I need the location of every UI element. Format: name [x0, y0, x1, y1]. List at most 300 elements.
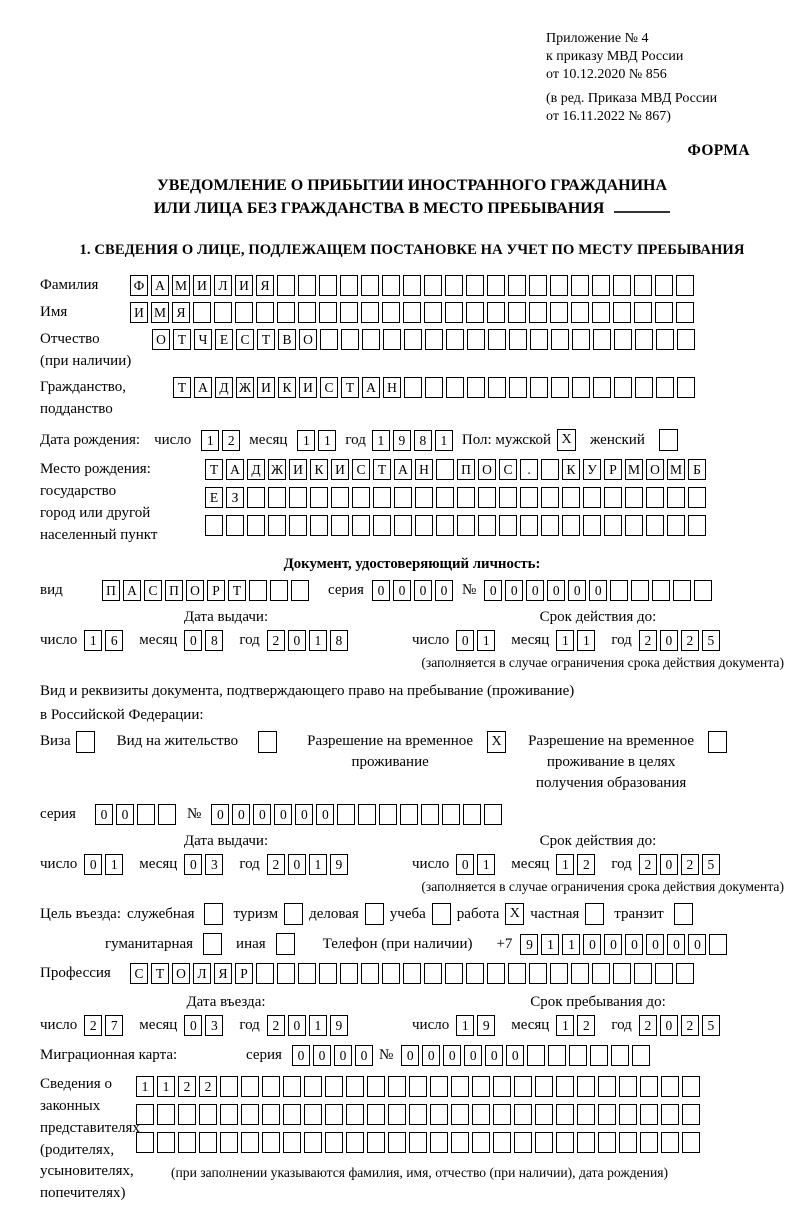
- char-cell[interactable]: [361, 275, 379, 296]
- char-cell[interactable]: П: [165, 580, 183, 601]
- identity-valid-day-cells[interactable]: [456, 630, 498, 651]
- char-cell[interactable]: И: [193, 275, 211, 296]
- char-cell[interactable]: 0: [184, 1015, 202, 1036]
- char-cell[interactable]: 0: [288, 854, 306, 875]
- char-cell[interactable]: 1: [136, 1076, 154, 1097]
- char-cell[interactable]: [199, 1104, 217, 1125]
- char-cell[interactable]: [541, 487, 559, 508]
- char-cell[interactable]: [487, 302, 505, 323]
- char-cell[interactable]: И: [289, 459, 307, 480]
- char-cell[interactable]: 0: [313, 1045, 331, 1066]
- char-cell[interactable]: [682, 1076, 700, 1097]
- char-cell[interactable]: [632, 1045, 650, 1066]
- char-cell[interactable]: [551, 329, 569, 350]
- stay-until-month-cells[interactable]: [556, 1015, 598, 1036]
- identity-issue-year-cells[interactable]: [267, 630, 351, 651]
- char-cell[interactable]: Я: [214, 963, 232, 984]
- char-cell[interactable]: 2: [681, 1015, 699, 1036]
- char-cell[interactable]: 9: [330, 854, 348, 875]
- char-cell[interactable]: [157, 1132, 175, 1153]
- surname-cells[interactable]: [130, 275, 697, 296]
- char-cell[interactable]: 8: [414, 430, 432, 451]
- char-cell[interactable]: 3: [205, 854, 223, 875]
- char-cell[interactable]: [661, 1104, 679, 1125]
- char-cell[interactable]: [298, 963, 316, 984]
- char-cell[interactable]: 0: [443, 1045, 461, 1066]
- char-cell[interactable]: [625, 515, 643, 536]
- profession-cells[interactable]: [130, 963, 697, 984]
- temp-residence-education-checkbox[interactable]: [708, 731, 727, 753]
- char-cell[interactable]: 0: [464, 1045, 482, 1066]
- char-cell[interactable]: [277, 963, 295, 984]
- char-cell[interactable]: [262, 1132, 280, 1153]
- char-cell[interactable]: [436, 487, 454, 508]
- char-cell[interactable]: 2: [267, 854, 285, 875]
- char-cell[interactable]: А: [151, 275, 169, 296]
- char-cell[interactable]: [640, 1132, 658, 1153]
- char-cell[interactable]: [367, 1076, 385, 1097]
- char-cell[interactable]: [283, 1132, 301, 1153]
- char-cell[interactable]: .: [520, 459, 538, 480]
- char-cell[interactable]: [310, 487, 328, 508]
- char-cell[interactable]: [655, 302, 673, 323]
- char-cell[interactable]: [676, 275, 694, 296]
- char-cell[interactable]: [499, 515, 517, 536]
- char-cell[interactable]: [320, 329, 338, 350]
- char-cell[interactable]: [535, 1104, 553, 1125]
- char-cell[interactable]: Т: [173, 329, 191, 350]
- char-cell[interactable]: [661, 1076, 679, 1097]
- char-cell[interactable]: [625, 487, 643, 508]
- migration-number-cells[interactable]: [401, 1045, 653, 1066]
- char-cell[interactable]: [298, 275, 316, 296]
- char-cell[interactable]: 0: [393, 580, 411, 601]
- char-cell[interactable]: О: [152, 329, 170, 350]
- char-cell[interactable]: М: [172, 275, 190, 296]
- char-cell[interactable]: [676, 302, 694, 323]
- char-cell[interactable]: [619, 1104, 637, 1125]
- char-cell[interactable]: [611, 1045, 629, 1066]
- char-cell[interactable]: [487, 275, 505, 296]
- char-cell[interactable]: 1: [318, 430, 336, 451]
- char-cell[interactable]: [319, 963, 337, 984]
- purpose-study-checkbox[interactable]: [432, 903, 451, 925]
- char-cell[interactable]: [445, 302, 463, 323]
- char-cell[interactable]: [635, 329, 653, 350]
- char-cell[interactable]: М: [625, 459, 643, 480]
- char-cell[interactable]: 0: [232, 804, 250, 825]
- char-cell[interactable]: [289, 487, 307, 508]
- char-cell[interactable]: [340, 963, 358, 984]
- char-cell[interactable]: [604, 515, 622, 536]
- char-cell[interactable]: [451, 1132, 469, 1153]
- char-cell[interactable]: [652, 580, 670, 601]
- char-cell[interactable]: 1: [105, 854, 123, 875]
- char-cell[interactable]: [361, 302, 379, 323]
- char-cell[interactable]: [157, 1104, 175, 1125]
- char-cell[interactable]: [409, 1104, 427, 1125]
- char-cell[interactable]: [247, 487, 265, 508]
- purpose-transit-checkbox[interactable]: [674, 903, 693, 925]
- char-cell[interactable]: [310, 515, 328, 536]
- char-cell[interactable]: 5: [702, 854, 720, 875]
- char-cell[interactable]: [394, 515, 412, 536]
- char-cell[interactable]: 9: [330, 1015, 348, 1036]
- char-cell[interactable]: [268, 487, 286, 508]
- char-cell[interactable]: 0: [116, 804, 134, 825]
- char-cell[interactable]: [358, 804, 376, 825]
- char-cell[interactable]: 1: [541, 934, 559, 955]
- char-cell[interactable]: [352, 515, 370, 536]
- char-cell[interactable]: [425, 329, 443, 350]
- char-cell[interactable]: А: [123, 580, 141, 601]
- char-cell[interactable]: 0: [274, 804, 292, 825]
- char-cell[interactable]: 0: [422, 1045, 440, 1066]
- char-cell[interactable]: 0: [295, 804, 313, 825]
- char-cell[interactable]: 2: [267, 630, 285, 651]
- char-cell[interactable]: [577, 1076, 595, 1097]
- char-cell[interactable]: 1: [477, 854, 495, 875]
- char-cell[interactable]: [442, 804, 460, 825]
- char-cell[interactable]: 9: [393, 430, 411, 451]
- residence-permit-checkbox[interactable]: [258, 731, 277, 753]
- char-cell[interactable]: 0: [646, 934, 664, 955]
- temp-residence-checkbox[interactable]: X: [487, 731, 506, 753]
- char-cell[interactable]: [430, 1132, 448, 1153]
- char-cell[interactable]: И: [331, 459, 349, 480]
- char-cell[interactable]: [571, 275, 589, 296]
- char-cell[interactable]: [430, 1076, 448, 1097]
- char-cell[interactable]: [451, 1076, 469, 1097]
- char-cell[interactable]: 9: [477, 1015, 495, 1036]
- migration-series-cells[interactable]: [292, 1045, 376, 1066]
- purpose-other-checkbox[interactable]: [276, 933, 295, 955]
- char-cell[interactable]: [457, 487, 475, 508]
- char-cell[interactable]: [676, 963, 694, 984]
- char-cell[interactable]: [331, 515, 349, 536]
- char-cell[interactable]: 6: [105, 630, 123, 651]
- char-cell[interactable]: [541, 515, 559, 536]
- char-cell[interactable]: [569, 1045, 587, 1066]
- char-cell[interactable]: 2: [222, 430, 240, 451]
- char-cell[interactable]: П: [102, 580, 120, 601]
- char-cell[interactable]: [508, 302, 526, 323]
- char-cell[interactable]: [382, 275, 400, 296]
- char-cell[interactable]: [634, 302, 652, 323]
- char-cell[interactable]: Т: [151, 963, 169, 984]
- char-cell[interactable]: М: [667, 459, 685, 480]
- char-cell[interactable]: [404, 377, 422, 398]
- birth-month-cells[interactable]: [297, 430, 339, 451]
- char-cell[interactable]: [548, 1045, 566, 1066]
- char-cell[interactable]: [304, 1076, 322, 1097]
- char-cell[interactable]: 1: [201, 430, 219, 451]
- char-cell[interactable]: О: [172, 963, 190, 984]
- stay-doc-valid-day-cells[interactable]: [456, 854, 498, 875]
- char-cell[interactable]: [688, 487, 706, 508]
- char-cell[interactable]: [373, 487, 391, 508]
- char-cell[interactable]: [527, 1045, 545, 1066]
- char-cell[interactable]: [646, 515, 664, 536]
- char-cell[interactable]: [677, 329, 695, 350]
- char-cell[interactable]: [614, 377, 632, 398]
- char-cell[interactable]: 2: [267, 1015, 285, 1036]
- char-cell[interactable]: [631, 580, 649, 601]
- char-cell[interactable]: 0: [505, 580, 523, 601]
- char-cell[interactable]: [346, 1076, 364, 1097]
- char-cell[interactable]: Я: [172, 302, 190, 323]
- identity-valid-month-cells[interactable]: [556, 630, 598, 651]
- char-cell[interactable]: П: [457, 459, 475, 480]
- char-cell[interactable]: [577, 1104, 595, 1125]
- char-cell[interactable]: [562, 515, 580, 536]
- char-cell[interactable]: [367, 1132, 385, 1153]
- purpose-humanitarian-checkbox[interactable]: [203, 933, 222, 955]
- char-cell[interactable]: 0: [506, 1045, 524, 1066]
- char-cell[interactable]: [421, 804, 439, 825]
- char-cell[interactable]: [613, 302, 631, 323]
- char-cell[interactable]: Т: [373, 459, 391, 480]
- char-cell[interactable]: [388, 1132, 406, 1153]
- char-cell[interactable]: 0: [184, 854, 202, 875]
- stay-doc-issue-month-cells[interactable]: [184, 854, 226, 875]
- stay-doc-issue-year-cells[interactable]: [267, 854, 351, 875]
- char-cell[interactable]: [361, 963, 379, 984]
- char-cell[interactable]: [640, 1104, 658, 1125]
- char-cell[interactable]: [214, 302, 232, 323]
- female-checkbox[interactable]: [659, 429, 678, 451]
- char-cell[interactable]: О: [186, 580, 204, 601]
- char-cell[interactable]: [509, 377, 527, 398]
- birth-place-cells-row2[interactable]: [205, 487, 709, 508]
- char-cell[interactable]: 1: [477, 630, 495, 651]
- char-cell[interactable]: З: [226, 487, 244, 508]
- char-cell[interactable]: [572, 377, 590, 398]
- char-cell[interactable]: [304, 1104, 322, 1125]
- char-cell[interactable]: [466, 963, 484, 984]
- char-cell[interactable]: [614, 329, 632, 350]
- char-cell[interactable]: [488, 329, 506, 350]
- stay-doc-valid-month-cells[interactable]: [556, 854, 598, 875]
- char-cell[interactable]: [583, 515, 601, 536]
- char-cell[interactable]: [592, 275, 610, 296]
- char-cell[interactable]: [466, 302, 484, 323]
- char-cell[interactable]: [373, 515, 391, 536]
- char-cell[interactable]: [277, 302, 295, 323]
- char-cell[interactable]: 8: [330, 630, 348, 651]
- char-cell[interactable]: [362, 329, 380, 350]
- char-cell[interactable]: [289, 515, 307, 536]
- char-cell[interactable]: [592, 302, 610, 323]
- char-cell[interactable]: [550, 302, 568, 323]
- char-cell[interactable]: Н: [415, 459, 433, 480]
- char-cell[interactable]: [226, 515, 244, 536]
- char-cell[interactable]: [541, 459, 559, 480]
- char-cell[interactable]: 2: [639, 630, 657, 651]
- char-cell[interactable]: [235, 302, 253, 323]
- birth-year-cells[interactable]: [372, 430, 456, 451]
- char-cell[interactable]: [667, 487, 685, 508]
- char-cell[interactable]: [352, 487, 370, 508]
- char-cell[interactable]: И: [299, 377, 317, 398]
- male-checkbox[interactable]: X: [557, 429, 576, 451]
- char-cell[interactable]: [529, 963, 547, 984]
- purpose-private-checkbox[interactable]: [585, 903, 604, 925]
- char-cell[interactable]: Ж: [236, 377, 254, 398]
- char-cell[interactable]: [535, 1076, 553, 1097]
- char-cell[interactable]: В: [278, 329, 296, 350]
- char-cell[interactable]: [667, 515, 685, 536]
- char-cell[interactable]: [487, 963, 505, 984]
- char-cell[interactable]: Д: [215, 377, 233, 398]
- char-cell[interactable]: [634, 963, 652, 984]
- char-cell[interactable]: [382, 302, 400, 323]
- doc-kind-cells[interactable]: [102, 580, 312, 601]
- char-cell[interactable]: [529, 275, 547, 296]
- char-cell[interactable]: [415, 487, 433, 508]
- char-cell[interactable]: [325, 1132, 343, 1153]
- char-cell[interactable]: [610, 580, 628, 601]
- char-cell[interactable]: [530, 377, 548, 398]
- char-cell[interactable]: [619, 1076, 637, 1097]
- char-cell[interactable]: [341, 329, 359, 350]
- char-cell[interactable]: [551, 377, 569, 398]
- char-cell[interactable]: С: [236, 329, 254, 350]
- char-cell[interactable]: [220, 1104, 238, 1125]
- char-cell[interactable]: [415, 515, 433, 536]
- char-cell[interactable]: [451, 1104, 469, 1125]
- char-cell[interactable]: [556, 1132, 574, 1153]
- char-cell[interactable]: [137, 804, 155, 825]
- char-cell[interactable]: 0: [184, 630, 202, 651]
- char-cell[interactable]: С: [130, 963, 148, 984]
- char-cell[interactable]: Я: [256, 275, 274, 296]
- char-cell[interactable]: [656, 377, 674, 398]
- char-cell[interactable]: М: [151, 302, 169, 323]
- char-cell[interactable]: [529, 302, 547, 323]
- char-cell[interactable]: У: [583, 459, 601, 480]
- char-cell[interactable]: 1: [562, 934, 580, 955]
- char-cell[interactable]: [488, 377, 506, 398]
- char-cell[interactable]: 0: [688, 934, 706, 955]
- char-cell[interactable]: 2: [681, 854, 699, 875]
- char-cell[interactable]: О: [299, 329, 317, 350]
- char-cell[interactable]: [655, 963, 673, 984]
- char-cell[interactable]: 0: [288, 1015, 306, 1036]
- identity-issue-month-cells[interactable]: [184, 630, 226, 651]
- representatives-cells-row2[interactable]: [136, 1104, 703, 1125]
- purpose-tourism-checkbox[interactable]: [284, 903, 303, 925]
- char-cell[interactable]: [304, 1132, 322, 1153]
- stay-doc-valid-year-cells[interactable]: [639, 854, 723, 875]
- char-cell[interactable]: [409, 1132, 427, 1153]
- char-cell[interactable]: [283, 1076, 301, 1097]
- name-cells[interactable]: [130, 302, 697, 323]
- char-cell[interactable]: [593, 329, 611, 350]
- char-cell[interactable]: [520, 487, 538, 508]
- char-cell[interactable]: [613, 963, 631, 984]
- char-cell[interactable]: [593, 377, 611, 398]
- char-cell[interactable]: [493, 1104, 511, 1125]
- char-cell[interactable]: Р: [604, 459, 622, 480]
- char-cell[interactable]: 0: [589, 580, 607, 601]
- char-cell[interactable]: [556, 1076, 574, 1097]
- char-cell[interactable]: 8: [205, 630, 223, 651]
- char-cell[interactable]: [337, 804, 355, 825]
- char-cell[interactable]: К: [562, 459, 580, 480]
- char-cell[interactable]: 5: [702, 1015, 720, 1036]
- char-cell[interactable]: [592, 963, 610, 984]
- char-cell[interactable]: К: [278, 377, 296, 398]
- char-cell[interactable]: [472, 1132, 490, 1153]
- char-cell[interactable]: [425, 377, 443, 398]
- char-cell[interactable]: [249, 580, 267, 601]
- char-cell[interactable]: 0: [355, 1045, 373, 1066]
- char-cell[interactable]: [646, 487, 664, 508]
- char-cell[interactable]: [514, 1076, 532, 1097]
- char-cell[interactable]: [331, 487, 349, 508]
- char-cell[interactable]: [446, 329, 464, 350]
- char-cell[interactable]: 0: [372, 580, 390, 601]
- char-cell[interactable]: [256, 302, 274, 323]
- char-cell[interactable]: [583, 487, 601, 508]
- stay-until-day-cells[interactable]: [456, 1015, 498, 1036]
- char-cell[interactable]: [256, 963, 274, 984]
- char-cell[interactable]: 2: [199, 1076, 217, 1097]
- char-cell[interactable]: [682, 1104, 700, 1125]
- char-cell[interactable]: 0: [604, 934, 622, 955]
- char-cell[interactable]: 2: [577, 1015, 595, 1036]
- birth-place-cells-row1[interactable]: [205, 459, 709, 480]
- entry-year-cells[interactable]: [267, 1015, 351, 1036]
- char-cell[interactable]: [463, 804, 481, 825]
- char-cell[interactable]: [136, 1104, 154, 1125]
- char-cell[interactable]: [467, 329, 485, 350]
- identity-issue-day-cells[interactable]: [84, 630, 126, 651]
- char-cell[interactable]: 1: [309, 1015, 327, 1036]
- char-cell[interactable]: 0: [660, 630, 678, 651]
- char-cell[interactable]: О: [646, 459, 664, 480]
- char-cell[interactable]: [598, 1132, 616, 1153]
- visa-checkbox[interactable]: [76, 731, 95, 753]
- char-cell[interactable]: [340, 275, 358, 296]
- char-cell[interactable]: С: [320, 377, 338, 398]
- char-cell[interactable]: 0: [456, 854, 474, 875]
- char-cell[interactable]: [262, 1104, 280, 1125]
- char-cell[interactable]: [158, 804, 176, 825]
- char-cell[interactable]: [340, 302, 358, 323]
- char-cell[interactable]: С: [352, 459, 370, 480]
- char-cell[interactable]: 0: [95, 804, 113, 825]
- char-cell[interactable]: [535, 1132, 553, 1153]
- char-cell[interactable]: 0: [253, 804, 271, 825]
- char-cell[interactable]: 0: [414, 580, 432, 601]
- char-cell[interactable]: Е: [215, 329, 233, 350]
- char-cell[interactable]: [598, 1104, 616, 1125]
- char-cell[interactable]: 0: [568, 580, 586, 601]
- char-cell[interactable]: 2: [577, 854, 595, 875]
- representatives-cells-row3[interactable]: [136, 1132, 703, 1153]
- char-cell[interactable]: 1: [84, 630, 102, 651]
- char-cell[interactable]: 0: [401, 1045, 419, 1066]
- char-cell[interactable]: [241, 1132, 259, 1153]
- char-cell[interactable]: Ф: [130, 275, 148, 296]
- char-cell[interactable]: А: [362, 377, 380, 398]
- representatives-cells-row1[interactable]: [136, 1076, 703, 1097]
- char-cell[interactable]: [388, 1076, 406, 1097]
- char-cell[interactable]: [445, 963, 463, 984]
- char-cell[interactable]: [319, 275, 337, 296]
